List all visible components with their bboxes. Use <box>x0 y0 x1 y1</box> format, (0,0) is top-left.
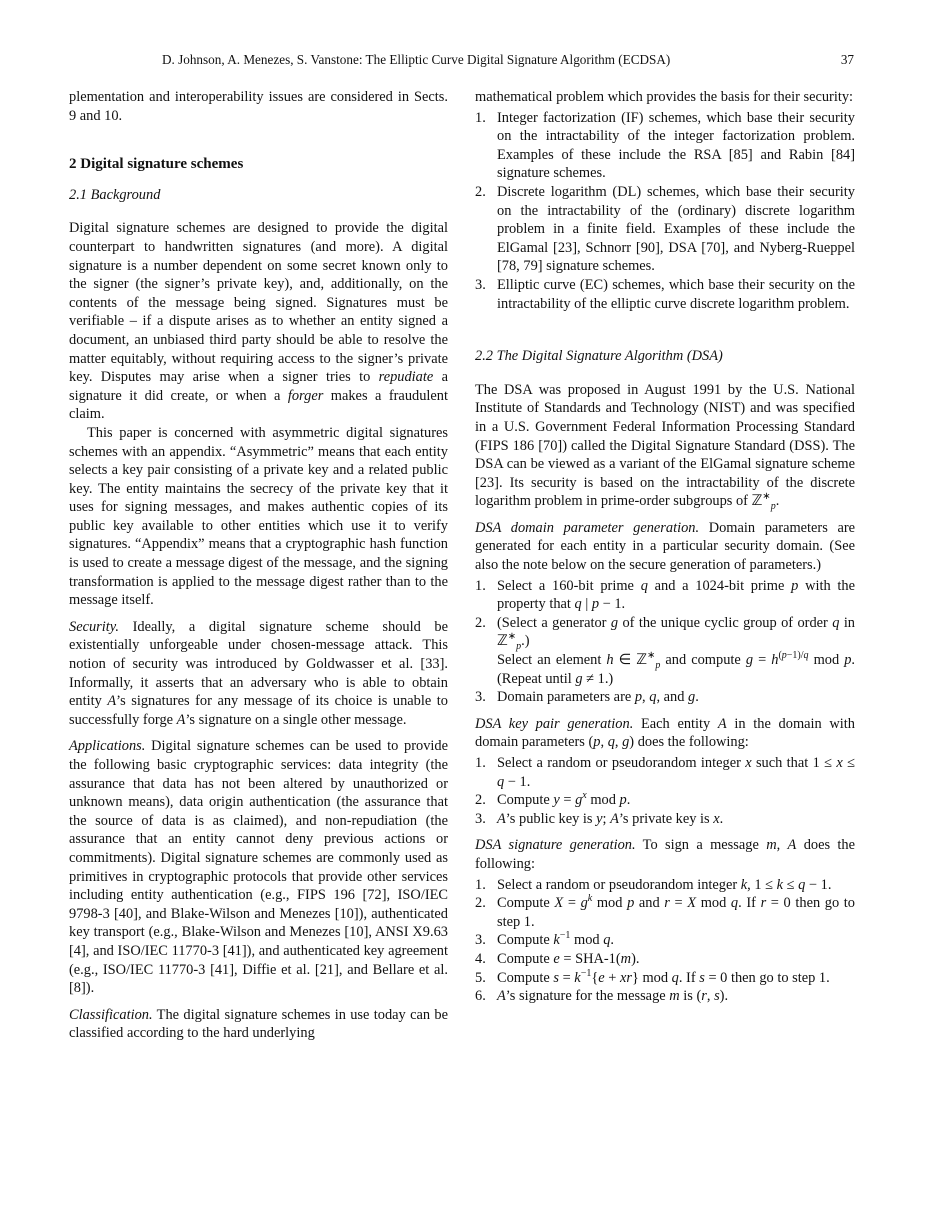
intro-continuation: plementation and interoperability issues are considered in Sects. 9 and 10. <box>69 89 448 124</box>
list-item: 1. Select a random or pseudorandom integer x such that 1 ≤ x ≤ q − 1. <box>475 755 856 790</box>
running-title: D. Johnson, A. Menezes, S. Vanstone: The Elliptic Curve Digital Signature Algorithm (ECDSA) <box>162 52 671 67</box>
background-paragraph-2: This paper is concerned with asymmetric digital signatures schemes with an appendix. “Asymmetric” means that each entity selects a key pair consisting of a private key and a related public key. The entity maintains the secrecy of the private key that it uses for signing messages, and makes authentic copies of its public key available to other entities which use it to verify signatures. “Appendix” means that a cryptographic hash function is used to create a message digest of the message, and the signing transformation is applied to the message digest rather than to the message itself. <box>69 424 448 609</box>
signature-generation-paragraph: DSA signature generation. To sign a message m, A does the following: <box>475 837 855 872</box>
section-title: 2 Digital signature schemes <box>69 156 244 173</box>
signature-steps-list <box>475 876 855 1006</box>
security-paragraph: Security. Ideally, a digital signature scheme should be existentially unforgeable under chosen-message attack. This notion of security was introduced by Goldwasser et al. [33]. Informally, it asserts that an adversary who is able to obtain entity A’s signatures for any message of its choice is unable to successfully forge A’s signature on a single other message. <box>69 618 448 728</box>
list-item: 1. Integer factorization (IF) schemes, which base their security on the intractability of the integer factorization problem. Examples of these include the RSA [85] and Rabin [84] signature schemes. <box>475 109 855 182</box>
subsection-title-background: 2.1 Background <box>69 186 161 203</box>
domain-parameter-paragraph: DSA domain parameter generation. Domain parameters are generated for each entity in a particular security domain. (See also the note below on the secure generation of parameters.) <box>475 519 856 574</box>
applications-paragraph: Applications. Digital signature schemes can be used to provide the following basic cryptographic services: data integrity (the assurance that data has not been altered by unauthorized or unknown means), data origin authentication (the assurance that the source of data is as claimed), and non-repudiation (the assurance that an entity cannot deny previous actions or commitments). Digital signature schemes are commonly used as primitives in cryptographic protocols that provide other services including entity authentication (e.g., FIPS 196 [72], ISO/IEC 9798-3 [40], and Blake-Wilson and Menezes [10]), authenticated key transport (e.g., Blake-Wilson and Menezes [10], ANSI X9.63 [4], and ISO/IEC 11770-3 [41]), and authenticated key agreement (e.g., ISO/IEC 11770-3 [41], Diffie et al. [21], and Bellare et al. [8]). <box>69 738 448 997</box>
subsection-title-dsa: 2.2 The Digital Signature Algorithm (DSA) <box>475 348 723 365</box>
list-item: 3. Domain parameters are p, q, and g. <box>475 689 699 706</box>
list-item: 1. Select a 160-bit prime q and a 1024-bit prime p with the property that q | p − 1. <box>475 577 855 613</box>
list-item: 2. Compute $y = g^x$ mod p. <box>475 790 631 809</box>
list-item: 1. Select a random or pseudorandom integer k, 1 ≤ k ≤ q − 1. <box>475 876 832 893</box>
list-item: 3. A’s public key is y; A’s private key is x. <box>475 810 724 827</box>
list-item: 2. Compute $X = g^k$ mod p and r = X mod q. If r = 0 then go to step 1. <box>475 893 855 930</box>
running-header <box>0 52 929 70</box>
list-item: 3. Elliptic curve (EC) schemes, which base their security on the intractability of the elliptic curve discrete logarithm problem. <box>475 276 855 312</box>
classification-continuation: mathematical problem which provides the basis for their security: <box>475 89 854 105</box>
left-column <box>69 88 448 1043</box>
key-pair-paragraph: DSA key pair generation. Each entity A in the domain with domain parameters (p, q, g) does the following: <box>475 715 855 751</box>
list-item: 3. Compute $k^{-1}$ mod q. <box>475 930 614 949</box>
classification-list <box>475 109 855 314</box>
key-pair-steps-list <box>475 754 855 828</box>
list-item: 5. Compute $s = k^{-1}\{e + xr\}$ mod q. If s = 0 then go to step 1. <box>475 967 830 986</box>
right-column <box>475 88 855 1006</box>
background-paragraph-1: Digital signature schemes are designed to provide the digital counterpart to handwritten signatures (and more). A digital signature is a number dependent on some secret known only to the signer (the signer’s private key), and, additionally, on the contents of the message being signed. Signatures must be verifiable – if a dispute arises as to whether an entity signed a document, an unbiased third party should be able to resolve the matter equitably, without requiring access to the signer’s private key. Disputes may arise when a signer tries to repudiate a signature it did create, or when a forger makes a fraudulent claim. <box>69 220 448 423</box>
list-item: 2. Discrete logarithm (DL) schemes, which base their security on the intractability of the (ordinary) discrete logarithm problem in a finite field. Examples of these include the ElGamal [23], Schnorr [90], DSA [70], and Nyberg-Rueppel [78, 79] signature schemes. <box>475 183 855 275</box>
list-item: 4. Compute e = SHA-1(m). <box>475 950 640 967</box>
list-item: 2. (Select a generator g of the unique cyclic group of order q in ℤ∗$_p$.) Select an element h ∈ ℤ∗$_p$ and compute $g = h^{(p-1)/q}$ mod p. (Repeat until g ≠ 1.) <box>475 614 856 687</box>
list-item: 6. A’s signature for the message m is (r, s). <box>475 988 729 1005</box>
classification-paragraph: Classification. The digital signature schemes in use today can be classified according to the hard underlying <box>69 1006 448 1042</box>
dsa-intro-paragraph: The DSA was proposed in August 1991 by the U.S. National Institute of Standards and Technology (NIST) and was specified in a U.S. Government Federal Information Processing Standard (FIPS 186 [70]) called the Digital Signature Standard (DSS). The DSA can be viewed as a variant of the ElGamal signature scheme [23]. Its security is based on the intractability of the discrete logarithm problem in prime-order subgroups of ℤ∗$_p$. <box>475 381 855 513</box>
page-number: 37 <box>840 52 854 67</box>
domain-steps-list <box>475 577 855 707</box>
